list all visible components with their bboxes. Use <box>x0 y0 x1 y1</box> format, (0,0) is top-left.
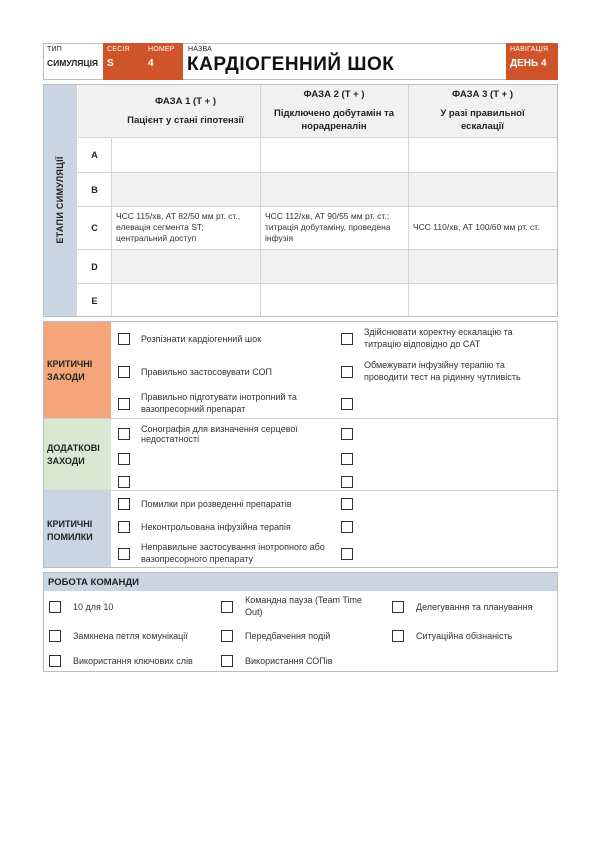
additional-action-1: Сонографія для визначення серцевої недостатності <box>141 424 298 444</box>
teamwork-title: РОБОТА КОМАНДИ <box>48 577 139 588</box>
number-value: 4 <box>148 58 154 69</box>
critical-action-checkbox-2[interactable] <box>118 366 130 378</box>
page-title: КАРДІОГЕННИЙ ШОК <box>187 54 395 75</box>
phase-1-title: ФАЗА 1 (T + ) <box>154 96 217 107</box>
critical-error-checkbox-4[interactable] <box>341 498 353 510</box>
critical-action-3: Правильно підготувати інотропний та вазопресорний препарат <box>141 392 297 414</box>
teamwork-item-6: Ситуаційна обізнаність <box>416 631 513 641</box>
type-value: СИМУЛЯЦІЯ <box>47 58 99 68</box>
nav-label: НАВІГАЦІЯ <box>510 46 549 53</box>
critical-action-checkbox-3[interactable] <box>118 398 130 410</box>
critical-errors-label: КРИТИЧНІ ПОМИЛКИ <box>47 519 93 542</box>
row-b-shade <box>111 172 557 206</box>
teamwork-item-1: 10 для 10 <box>73 602 114 612</box>
critical-error-checkbox-1[interactable] <box>118 498 130 510</box>
nav-value: ДЕНЬ 4 <box>510 58 547 69</box>
teamwork-item-8: Використання СОПів <box>245 656 333 666</box>
row-letter-c: C <box>91 223 98 233</box>
teamwork-checkbox-5[interactable] <box>221 630 233 642</box>
teamwork-checkbox-1[interactable] <box>49 601 61 613</box>
critical-error-checkbox-6[interactable] <box>341 548 353 560</box>
critical-error-checkbox-5[interactable] <box>341 521 353 533</box>
teamwork-checkbox-6[interactable] <box>392 630 404 642</box>
critical-error-checkbox-3[interactable] <box>118 548 130 560</box>
additional-action-checkbox-6[interactable] <box>341 476 353 488</box>
critical-action-checkbox-5[interactable] <box>341 366 353 378</box>
session-label: СЕСІЯ <box>107 46 130 53</box>
row-letter-b: B <box>91 185 98 195</box>
teamwork-checkbox-7[interactable] <box>49 655 61 667</box>
teamwork-checkbox-4[interactable] <box>49 630 61 642</box>
teamwork-item-5: Передбачення подій <box>245 631 331 641</box>
additional-action-checkbox-1[interactable] <box>118 428 130 440</box>
critical-error-3: Неправильне застосування інотропного або вазопресорного препарату <box>141 542 325 564</box>
phase-1-header <box>111 85 260 137</box>
type-label: ТИП <box>47 46 62 53</box>
stages-side-label: ЕТАПИ СИМУЛЯЦІЇ <box>55 156 65 244</box>
additional-action-checkbox-2[interactable] <box>118 453 130 465</box>
critical-action-checkbox-4[interactable] <box>341 333 353 345</box>
critical-error-1: Помилки при розведенні препаратів <box>141 499 292 509</box>
row-letter-a: A <box>91 150 98 160</box>
teamwork-item-3: Делегування та планування <box>416 602 533 612</box>
teamwork-checkbox-2[interactable] <box>221 601 233 613</box>
session-value: S <box>107 58 114 69</box>
teamwork-item-4: Замкнена петля комунікації <box>73 631 188 641</box>
name-label: НАЗВА <box>188 46 212 53</box>
phase-1-subtitle: Пацієнт у стані гіпотензії <box>127 115 244 126</box>
critical-action-2: Правильно застосовувати СОП <box>141 367 272 377</box>
phase-2-header <box>260 85 408 137</box>
row-c-phase-3: ЧСС 110/хв, АТ 100/60 мм рт. ст. <box>413 222 540 232</box>
phase-2-title: ФАЗА 2 (T + ) <box>303 89 365 100</box>
phase-2-subtitle: Підключено добутамін та норадреналін <box>273 108 395 132</box>
row-letter-e: E <box>91 296 98 306</box>
additional-action-checkbox-3[interactable] <box>118 476 130 488</box>
teamwork-checkbox-3[interactable] <box>392 601 404 613</box>
row-c-phase-2: ЧСС 112/хв, АТ 90/55 мм рт. ст.; титрація добутаміну, проведена інфузія <box>265 211 391 243</box>
row-letter-d: D <box>91 262 98 272</box>
critical-action-1: Розпізнати кардіогенний шок <box>141 334 262 344</box>
phase-3-title: ФАЗА 3 (T + ) <box>451 89 514 100</box>
critical-action-checkbox-6[interactable] <box>341 398 353 410</box>
critical-action-4: Здійснювати коректну ескалацію та титрацію відповідно до CAT <box>364 327 513 349</box>
additional-action-checkbox-4[interactable] <box>341 428 353 440</box>
teamwork-item-7: Використання ключових слів <box>73 656 193 666</box>
critical-actions-label: КРИТИЧНІ ЗАХОДИ <box>47 359 93 382</box>
critical-error-2: Неконтрольована інфузійна терапія <box>141 522 291 532</box>
critical-action-checkbox-1[interactable] <box>118 333 130 345</box>
teamwork-checkbox-8[interactable] <box>221 655 233 667</box>
additional-action-checkbox-5[interactable] <box>341 453 353 465</box>
critical-error-checkbox-2[interactable] <box>118 521 130 533</box>
teamwork-item-2: Командна пауза (Team Time Out) <box>245 595 363 617</box>
phase-3-header <box>408 85 557 137</box>
critical-action-5: Обмежувати інфузійну терапію та проводити тест на рідинну чутливість <box>364 360 521 382</box>
row-c-phase-1: ЧСС 115/хв, АТ 82/50 мм рт. ст., елевація сегмента ST; центральний доступ <box>116 211 241 243</box>
row-d-shade <box>111 249 557 283</box>
number-label: НОМЕР <box>148 46 175 53</box>
additional-actions-label: ДОДАТКОВІ ЗАХОДИ <box>47 443 100 466</box>
phase-3-subtitle: У разі правильної ескалації <box>440 108 525 132</box>
